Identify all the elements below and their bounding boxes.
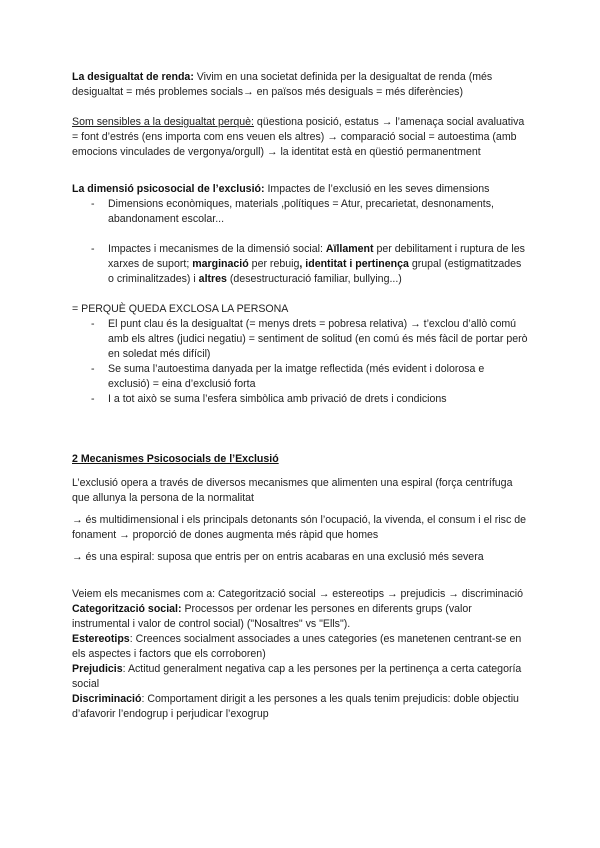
list-item: - I a tot això se suma l’esfera simbòlica amb privació de drets i condicions [108, 392, 528, 407]
definition-term: Categorització social: [72, 603, 182, 615]
definition-term: Discriminació [72, 693, 142, 705]
list-item [108, 242, 528, 287]
item-text: per rebuig [248, 258, 300, 270]
item-text: per debilitament i ruptura de les xarxes de suport; [108, 243, 525, 270]
definition-item [72, 662, 528, 692]
definition-text: : Actitud generalment negativa cap a les persones per la pertinença a certa categoría social [72, 663, 522, 690]
psychosocial-dimension-text: Impactes de l’exclusió en les seves dimensions [264, 183, 490, 195]
income-inequality-text: Vivim en una societat definida per la desigualtat de renda (més desigualtat = més problemes socials→ en països més desiguals = més diferències) [72, 71, 493, 98]
definition-item [72, 632, 528, 662]
definition-item [72, 692, 528, 722]
item-bold: Aïllament [325, 243, 374, 255]
document-page [72, 70, 528, 722]
sensitivity-text: qüestiona posició, estatus → l’amenaça social avaluativa = font d’estrés (ens importa com ens veuen els altres) → comparació social = autoestima (amb emocions vinculades de vergonya/orgull) → la identitat està en qüestió permanentment [72, 116, 525, 158]
sensitivity-label: Som sensibles a la desigualtat perquè: [72, 116, 254, 128]
item-bold: , identitat i pertinença [299, 258, 409, 270]
definition-text: Processos per ordenar les persones en diferents grups (valor instrumental i valor de control social) ("Nosaltres" vs "Ells"). [72, 603, 472, 630]
item-bold: marginació [192, 258, 249, 270]
multidimensional-point: → és multidimensional i els principals detonants són l’ocupació, la vivenda, el consum i el risc de fonament → proporció de dones augmenta més ràpid que homes [72, 514, 526, 541]
item-text: grupal (estigmatitzades o criminalitzades) i [108, 258, 522, 285]
definition-term: Estereotips [72, 633, 130, 645]
item-text: Impactes i mecanismes de la dimensió social: [108, 243, 326, 255]
definition-item [72, 602, 528, 632]
definition-text: : Creences socialment associades a unes categories (es manetenen centrant-se en els aspectes i factors que els corroboren) [72, 633, 522, 660]
psychosocial-dimension-heading [72, 182, 528, 197]
mechanisms-intro: Veiem els mecanismes com a: Categorització social → estereotips → prejudicis → discriminació [72, 588, 523, 600]
income-inequality-label: La desigualtat de renda: [72, 71, 194, 83]
section-title: 2 Mecanismes Psicosocials de l’Exclusió [72, 453, 279, 465]
exclusion-reason-heading: = PERQUÈ QUEDA EXCLOSA LA PERSONA [72, 303, 289, 315]
list-item: - Se suma l’autoestima danyada per la imatge reflectida (més evident i dolorosa e exclusió) = eina d’exclusió forta [108, 362, 528, 392]
sensitivity-paragraph [72, 115, 528, 160]
definition-text: : Comportament dirigit a les persones a les quals tenim prejudicis: doble objectiu d’afavorir l’endogrup i perjudicar l’exogrup [72, 693, 519, 720]
psychosocial-dimension-label: La dimensió psicosocial de l’exclusió: [72, 183, 265, 195]
dimension-list [72, 197, 528, 287]
spiral-point: → és una espiral: suposa que entris per on entris acabaras en una exclusió més severa [72, 551, 484, 563]
section-intro: L’exclusió opera a través de diversos mecanismes que alimenten una espiral (força centrífuga que allunya la persona de la normalitat [72, 477, 513, 504]
item-bold: altres [198, 273, 227, 285]
exclusion-reason-list [72, 317, 528, 407]
income-inequality-paragraph [72, 70, 528, 100]
item-text: (desestructuració familiar, bullying...) [226, 273, 402, 285]
definition-term: Prejudicis [72, 663, 123, 675]
list-item: - El punt clau és la desigualtat (= menys drets = pobresa relativa) → t’exclou d’allò comú amb els altres (judici negatiu) = sentiment de solitud (en comú és més fàcil de portar però en soledat més difícil) [108, 317, 528, 362]
list-item: - Dimensions econòmiques, materials ,polítiques = Atur, precarietat, desnonaments, abandonament escolar... [108, 197, 528, 227]
